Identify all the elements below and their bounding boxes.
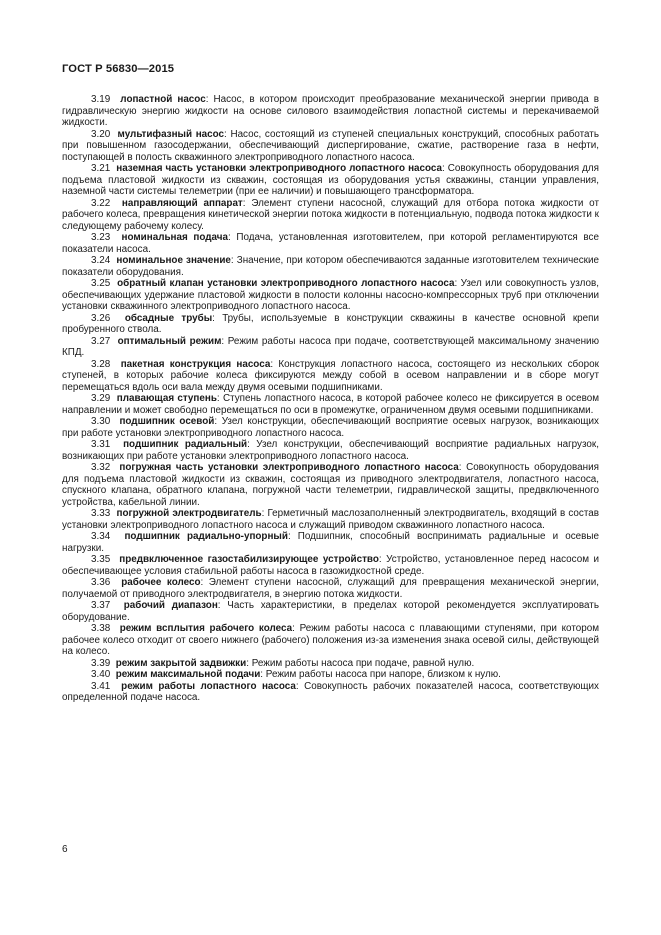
entry-number: 3.27 [91,335,111,347]
entry-definition: Значение, при котором обеспечиваются заданные изготовителем технические показатели оборудования. [62,255,599,278]
entry-definition: Часть характеристики, в пределах которой рекомендуется эксплуатировать оборудование. [62,600,599,623]
entry-definition: Режим работы насоса при напоре, близком к нулю. [265,669,501,680]
definition-entry: 3.37 рабочий диапазон: Часть характеристики, в пределах которой рекомендуется эксплуатировать оборудование. [62,600,599,623]
entry-number: 3.39 [91,657,111,669]
entry-definition: Режим работы насоса с плавающими ступенями, при котором рабочее колесо отходит от своего нижнего (рабочего) положения из-за изменения знака осевой силы, действующей на колесо. [62,623,599,657]
entry-number: 3.21 [91,163,111,174]
entry-term: наземная часть установки электроприводного лопастного насоса [116,163,443,174]
definition-entry: 3.41 режим работы лопастного насоса: Совокупность рабочих показателей насоса, соответствующих определенной подаче насоса. [62,680,599,703]
entry-term: пакетная конструкция насоса [120,358,271,370]
entry-definition: Узел конструкции, обеспечивающий восприятие осевых нагрузок, возникающих при работе установки электроприводного лопастного насоса. [62,416,599,439]
entry-term: номинальная подача [121,232,228,243]
entry-number: 3.36 [91,577,111,588]
entry-term: плавающая ступень [116,393,217,404]
entry-definition: Режим работы насоса при подаче, соответствующей максимальному значению КПД. [62,335,599,358]
entry-term: подшипник радиальный [123,439,248,450]
definition-entry: 3.30 подшипник осевой: Узел конструкции, обеспечивающий восприятие осевых нагрузок, возникающих при работе установки электроприводного лопастного насоса. [62,416,599,439]
definition-entry: 3.28 пакетная конструкция насоса: Конструкция лопастного насоса, состоящего из нескольких сборок ступеней, в которых рабочие колеса фиксируются между собой в осевом направлении и в сборе могут перемещаться вдоль оси вала между двумя осевыми подшипниками. [62,358,599,393]
entry-term: погружная часть установки электроприводного лопастного насоса [119,462,459,473]
entry-number: 3.24 [91,255,111,266]
entry-definition: Герметичный маслозаполненный электродвигатель, входящий в состав установки электроприводного лопастного насоса и служащий приводом скважинного лопастного насоса. [62,508,599,531]
entry-definition: Насос, состоящий из ступеней специальных конструкций, способных работать при повышенном газосодержании, обеспечивающий диспергирование, сжатие, растворение газа в нефти, поступающей в полость скважинного электроприводного лопастного насоса. [62,128,599,163]
entry-term: направляющий аппарат [121,197,243,209]
entry-term: подшипник осевой [119,416,215,427]
entry-term: обратный клапан установки электроприводного лопастного насоса [117,278,455,289]
definition-entry: 3.35 предвключенное газостабилизирующее устройство: Устройство, установленное перед насосом и обеспечивающее условия стабильной работы насоса в газожидкостной среде. [62,554,599,577]
entry-definition: Трубы, используемые в конструкции скважины в качестве основной крепи пробуренного ствола. [62,312,599,335]
definition-entry: 3.38 режим всплытия рабочего колеса: Режим работы насоса с плавающими ступенями, при котором рабочее колесо отходит от своего нижнего (рабочего) положения из-за изменения знака осевой силы, действующей на колесо. [62,623,599,657]
entry-definition: Режим работы насоса при подаче, равной нулю. [251,657,475,669]
entry-number: 3.20 [91,128,111,140]
definition-entry: 3.29 плавающая ступень: Ступень лопастного насоса, в которой рабочее колесо не фиксируется в осевом направлении и может свободно перемещаться по оси в промежутке, ограниченном двумя осевыми подшипниками. [62,393,599,416]
entry-term: режим работы лопастного насоса [121,680,296,692]
entry-definition: Совокупность рабочих показателей насоса, соответствующих определенной подаче насоса. [62,680,599,703]
entry-term: режим всплытия рабочего колеса [119,623,293,634]
entry-term: погружной электродвигатель [116,508,262,519]
definition-entry: 3.23 номинальная подача: Подача, установленная изготовителем, при которой регламентируются все показатели насоса. [62,232,599,255]
definition-entry: 3.26 обсадные трубы: Трубы, используемые в конструкции скважины в качестве основной крепи пробуренного ствола. [62,312,599,335]
definition-entry: 3.24 номинальное значение: Значение, при котором обеспечиваются заданные изготовителем технические показатели оборудования. [62,255,599,278]
entry-definition: Элемент ступени насосной, служащий для превращения механической энергии, получаемой от приводного электродвигателя, в энергию потока жидкости. [62,577,599,600]
entry-definition: Элемент ступени насосной, служащий для отбора потока жидкости от рабочего колеса, превращения кинетической энергии потока жидкости в потенциальную, подвода потока жидкости к следующему рабочему колесу. [62,197,599,232]
entry-term: лопастной насос [120,94,206,105]
entry-term: предвключенное газостабилизирующее устройство [119,554,379,565]
entry-number: 3.25 [91,278,111,289]
definition-entry: 3.36 рабочее колесо: Элемент ступени насосной, служащий для превращения механической энергии, получаемой от приводного электродвигателя, в энергию потока жидкости. [62,577,599,600]
definition-entry: 3.27 оптимальный режим: Режим работы насоса при подаче, соответствующей максимальному значению КПД. [62,335,599,358]
definition-entry: 3.19 лопастной насос: Насос, в котором происходит преобразование механической энергии привода в гидравлическую энергию жидкости на основе силового взаимодействия лопастной системы и перекачиваемой жидкости. [62,94,599,128]
entry-number: 3.30 [91,416,111,427]
definitions-list [62,94,599,704]
entry-definition: Подача, установленная изготовителем, при которой регламентируются все показатели насоса. [62,232,599,255]
entry-number: 3.35 [91,554,111,565]
entry-term: оптимальный режим [117,335,222,347]
entry-definition: Узел или совокупность узлов, обеспечивающих удержание пластовой жидкости в полости колонны насосно-компрессорных труб при отключении установки скважинного электроприводного лопастного насоса. [62,278,599,312]
entry-definition: Насос, в котором происходит преобразование механической энергии привода в гидравлическую энергию жидкости на основе силового взаимодействия лопастной системы и перекачиваемой жидкости. [62,94,599,128]
entry-number: 3.23 [91,232,111,243]
entry-term: рабочий диапазон [123,600,218,611]
entry-number: 3.29 [91,393,111,404]
definition-entry: 3.25 обратный клапан установки электроприводного лопастного насоса: Узел или совокупность узлов, обеспечивающих удержание пластовой жидкости в полости колонны насосно-компрессорных труб при отключении установки скважинного электроприводного лопастного насоса. [62,278,599,312]
entry-term: обсадные трубы [124,312,213,324]
entry-number: 3.31 [91,439,111,450]
standard-header: ГОСТ Р 56830—2015 [62,63,175,75]
entry-number: 3.41 [91,680,111,692]
entry-number: 3.38 [91,623,111,634]
entry-term: мультифазный насос [117,128,225,140]
entry-number: 3.26 [91,312,111,324]
entry-definition: Конструкция лопастного насоса, состоящего из нескольких сборок ступеней, в которых рабочие колеса фиксируются между собой в осевом направлении и в сборе могут перемещаться вдоль оси вала между двумя осевыми подшипниками. [62,358,599,393]
entry-number: 3.40 [91,669,111,680]
entry-definition: Узел конструкции, обеспечивающий восприятие радиальных нагрузок, возникающих при работе установки электроприводного лопастного насоса. [62,439,599,462]
definition-entry: 3.33 погружной электродвигатель: Герметичный маслозаполненный электродвигатель, входящий в состав установки электроприводного лопастного насоса и служащий приводом скважинного лопастного насоса. [62,508,599,531]
entry-term: подшипник радиально-упорный [124,531,288,542]
definition-entry: 3.22 направляющий аппарат: Элемент ступени насосной, служащий для отбора потока жидкости от рабочего колеса, превращения кинетической энергии потока жидкости в потенциальную, подвода потока жидкости к следующему рабочему колесу. [62,197,599,232]
entry-number: 3.37 [91,600,111,611]
definition-entry: 3.32 погружная часть установки электроприводного лопастного насоса: Совокупность оборудования для подъема пластовой жидкости из скважин, состоящая из приводного электродвигателя, лопастного насоса, спускного клапана, обратного клапана, погружной части телеметрии, гидравлической защиты, предвключенного устройства, кабельной линии. [62,462,599,508]
entry-definition: Подшипник, способный воспринимать радиальные и осевые нагрузки. [62,531,599,554]
entry-definition: Ступень лопастного насоса, в которой рабочее колесо не фиксируется в осевом направлении и может свободно перемещаться по оси в промежутке, ограниченном двумя осевыми подшипниками. [62,393,599,416]
entry-term: рабочее колесо [121,577,201,588]
definition-entry: 3.20 мультифазный насос: Насос, состоящий из ступеней специальных конструкций, способных работать при повышенном газосодержании, обеспечивающий диспергирование, сжатие, растворение газа в нефти, поступающей в полость скважинного электроприводного лопастного насоса. [62,128,599,163]
entry-definition: Совокупность оборудования для подъема пластовой жидкости из скважин, состоящая из приводного электродвигателя, лопастного насоса, спускного клапана, обратного клапана, погружной части телеметрии, гидравлической защиты, предвключенного устройства, кабельной линии. [62,462,599,508]
definition-entry: 3.21 наземная часть установки электроприводного лопастного насоса: Совокупность оборудования для подъема пластовой жидкости из скважин, состоящая из оборудования устья скважины, станции управления, наземной части системы телеметрии (при ее наличии) и повышающего трансформатора. [62,163,599,197]
entry-number: 3.19 [91,94,111,105]
entry-definition: Совокупность оборудования для подъема пластовой жидкости из скважин, состоящая из оборудования устья скважины, станции управления, наземной части системы телеметрии (при ее наличии) и повышающего трансформатора. [62,163,599,197]
entry-number: 3.28 [91,358,111,370]
entry-number: 3.34 [91,531,111,542]
entry-number: 3.22 [91,197,111,209]
page-number: 6 [62,844,68,855]
entry-number: 3.33 [91,508,111,519]
entry-term: номинальное значение [116,255,231,266]
definition-entry: 3.31 подшипник радиальный: Узел конструкции, обеспечивающий восприятие радиальных нагрузок, возникающих при работе установки электроприводного лопастного насоса. [62,439,599,462]
definition-entry: 3.34 подшипник радиально-упорный: Подшипник, способный воспринимать радиальные и осевые нагрузки. [62,531,599,554]
definition-entry: 3.39 режим закрытой задвижки: Режим работы насоса при подаче, равной нулю. [91,657,475,669]
entry-term: режим закрытой задвижки [115,657,247,669]
entry-number: 3.32 [91,462,111,473]
definition-entry: 3.40 режим максимальной подачи: Режим работы насоса при напоре, близком к нулю. [91,669,501,680]
entry-term: режим максимальной подачи [115,669,261,680]
entry-definition: Устройство, установленное перед насосом и обеспечивающее условия стабильной работы насоса в газожидкостной среде. [62,554,599,577]
